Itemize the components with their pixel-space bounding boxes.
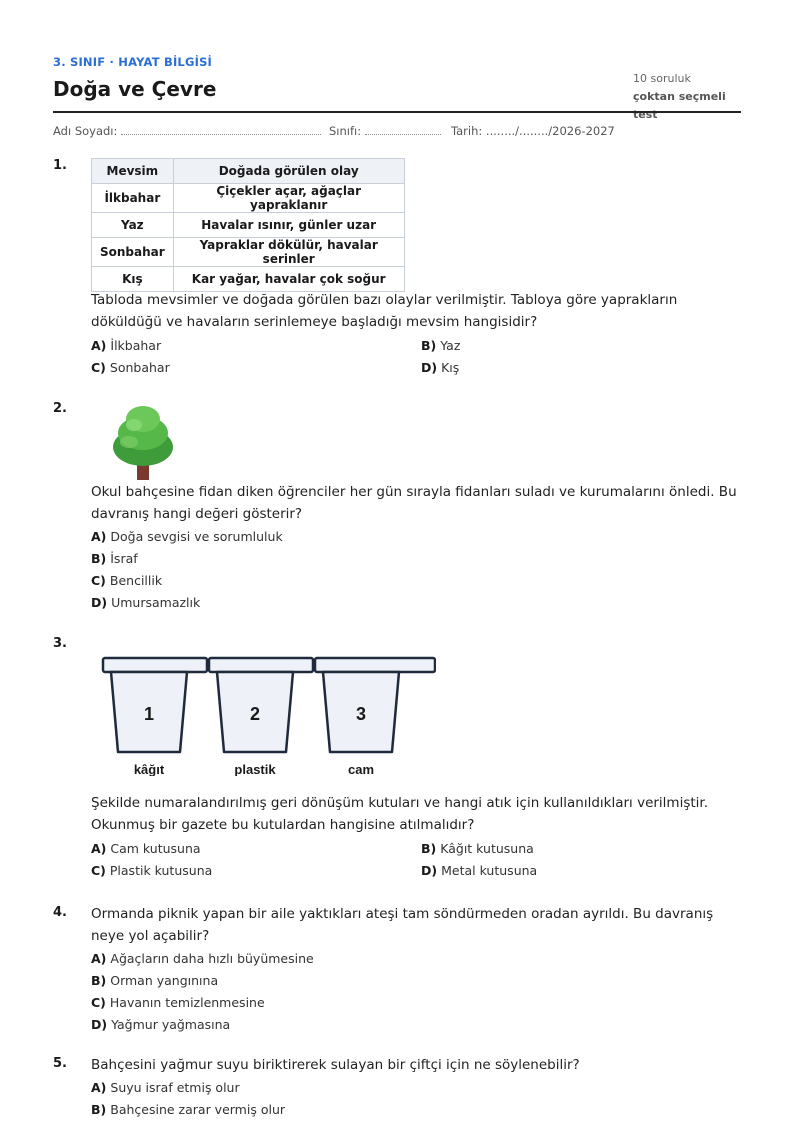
option-text: Yağmur yağmasına: [111, 1017, 231, 1032]
table-row: [92, 213, 405, 238]
option-c[interactable]: [91, 995, 265, 1010]
option-text: Sonbahar: [109, 360, 170, 375]
option-letter: A): [91, 951, 107, 966]
option-d[interactable]: [91, 595, 200, 610]
option-letter: A): [91, 1080, 107, 1095]
option-text: Havanın temizlenmesine: [109, 995, 265, 1010]
table-row: [92, 238, 405, 267]
question-text: Tabloda mevsimler ve doğada görülen bazı olaylar verilmiştir. Tabloya göre yaprakların döküldüğü ve havaların serinlemeye başladığı mevsim hangisidir?: [91, 292, 678, 330]
date-field: [451, 124, 615, 138]
option-text: Kâğıt kutusuna: [440, 841, 534, 856]
option-text: Yaz: [440, 338, 461, 353]
option-letter: D): [91, 595, 108, 610]
bin-number: 3: [355, 704, 367, 724]
option-text: Doğa sevgisi ve sorumluluk: [110, 529, 283, 544]
option-d[interactable]: [421, 360, 459, 375]
test-type: çoktan seçmeli test: [633, 90, 726, 121]
option-c[interactable]: [91, 863, 212, 878]
table-cell: Kar yağar, havalar çok soğur: [173, 267, 404, 292]
option-letter: B): [91, 551, 107, 566]
subject-label: 3. SINIF · HAYAT BİLGİSİ: [53, 55, 213, 69]
bin-label: plastik: [234, 762, 276, 776]
option-text: Kış: [441, 360, 460, 375]
class-label: Sınıfı:: [329, 124, 362, 138]
tree-icon: [109, 401, 179, 483]
option-text: Bahçesine zarar vermiş olur: [110, 1102, 285, 1117]
option-b[interactable]: [421, 841, 534, 856]
table-header: Doğada görülen olay: [173, 159, 404, 184]
recycling-bin-2: [209, 658, 313, 776]
option-letter: D): [421, 360, 438, 375]
table-cell: İlkbahar: [92, 184, 174, 213]
option-a[interactable]: [91, 951, 314, 966]
bin-label: cam: [347, 762, 375, 776]
option-text: Umursamazlık: [111, 595, 201, 610]
question-number: 3.: [53, 636, 67, 651]
option-text: İlkbahar: [110, 338, 162, 353]
table-header-row: [92, 159, 405, 184]
date-value: ......../......../2026-2027: [485, 124, 615, 138]
table-header: Mevsim: [92, 159, 174, 184]
page-title: Doğa ve Çevre: [53, 77, 217, 101]
question-text: Okul bahçesine fidan diken öğrenciler her gün sırayla fidanları suladı ve kurumalarını önledi. Bu davranış hangi değeri gösterir?: [91, 484, 737, 522]
question-number: 1.: [53, 158, 67, 173]
recycling-bin-1: [103, 658, 207, 776]
option-a[interactable]: [91, 529, 283, 544]
question-number: 2.: [53, 401, 67, 416]
test-meta: [633, 70, 741, 124]
table-cell: Çiçekler açar, ağaçlar yapraklanır: [173, 184, 404, 213]
date-label: Tarih:: [451, 124, 483, 138]
table-cell: Yapraklar dökülür, havalar serinler: [173, 238, 404, 267]
bin-number: 1: [143, 704, 155, 724]
option-letter: D): [91, 1017, 108, 1032]
table-cell: Yaz: [92, 213, 174, 238]
name-field[interactable]: [53, 124, 321, 138]
student-info-row: [53, 124, 741, 140]
option-letter: D): [421, 863, 438, 878]
option-letter: B): [91, 1102, 107, 1117]
option-letter: A): [91, 338, 107, 353]
option-letter: C): [91, 863, 106, 878]
table-cell: Kış: [92, 267, 174, 292]
option-text: Suyu israf etmiş olur: [110, 1080, 240, 1095]
class-blank[interactable]: [365, 125, 441, 135]
bin-label: kâğıt: [133, 762, 165, 776]
name-label: Adı Soyadı:: [53, 124, 118, 138]
option-b[interactable]: [91, 1102, 285, 1117]
question-count: 10 soruluk: [633, 72, 691, 85]
option-d[interactable]: [91, 1017, 230, 1032]
option-letter: A): [91, 841, 107, 856]
question-text: Şekilde numaralandırılmış geri dönüşüm kutuları ve hangi atık için kullanıldıkları verilmiştir. Okunmuş bir gazete bu kutulardan hangisine atılmalıdır?: [91, 795, 709, 833]
recycling-bin-3: [315, 658, 435, 776]
table-row: [92, 184, 405, 213]
option-letter: B): [91, 973, 107, 988]
option-text: Plastik kutusuna: [109, 863, 213, 878]
seasons-table: [91, 158, 405, 292]
option-letter: C): [91, 573, 106, 588]
recycling-bins-figure: [91, 636, 436, 776]
class-field[interactable]: [329, 124, 441, 138]
option-a[interactable]: [91, 1080, 240, 1095]
option-letter: B): [421, 338, 437, 353]
option-text: Orman yangınına: [110, 973, 219, 988]
option-b[interactable]: [91, 973, 218, 988]
option-letter: A): [91, 529, 107, 544]
option-text: Metal kutusuna: [441, 863, 538, 878]
question-number: 5.: [53, 1056, 67, 1071]
table-cell: Havalar ısınır, günler uzar: [173, 213, 404, 238]
option-text: Cam kutusuna: [110, 841, 201, 856]
header-divider: [53, 111, 741, 113]
table-cell: Sonbahar: [92, 238, 174, 267]
option-b[interactable]: [91, 551, 138, 566]
option-text: İsraf: [110, 551, 138, 566]
name-blank[interactable]: [121, 125, 321, 135]
option-c[interactable]: [91, 360, 170, 375]
question-text: Ormanda piknik yapan bir aile yaktıkları ateşi tam söndürmeden oradan ayrıldı. Bu davranış neye yol açabilir?: [91, 906, 714, 944]
option-letter: B): [421, 841, 437, 856]
option-letter: C): [91, 995, 106, 1010]
bin-number: 2: [249, 704, 261, 724]
option-a[interactable]: [91, 338, 161, 353]
question-number: 4.: [53, 905, 67, 920]
option-letter: C): [91, 360, 106, 375]
option-text: Bencillik: [109, 573, 163, 588]
question-text: Bahçesini yağmur suyu biriktirerek sulayan bir çiftçi için ne söylenebilir?: [91, 1057, 580, 1073]
table-row: [92, 267, 405, 292]
option-text: Ağaçların daha hızlı büyümesine: [110, 951, 314, 966]
option-d[interactable]: [421, 863, 537, 878]
option-a[interactable]: [91, 841, 201, 856]
option-c[interactable]: [91, 573, 162, 588]
option-b[interactable]: [421, 338, 460, 353]
